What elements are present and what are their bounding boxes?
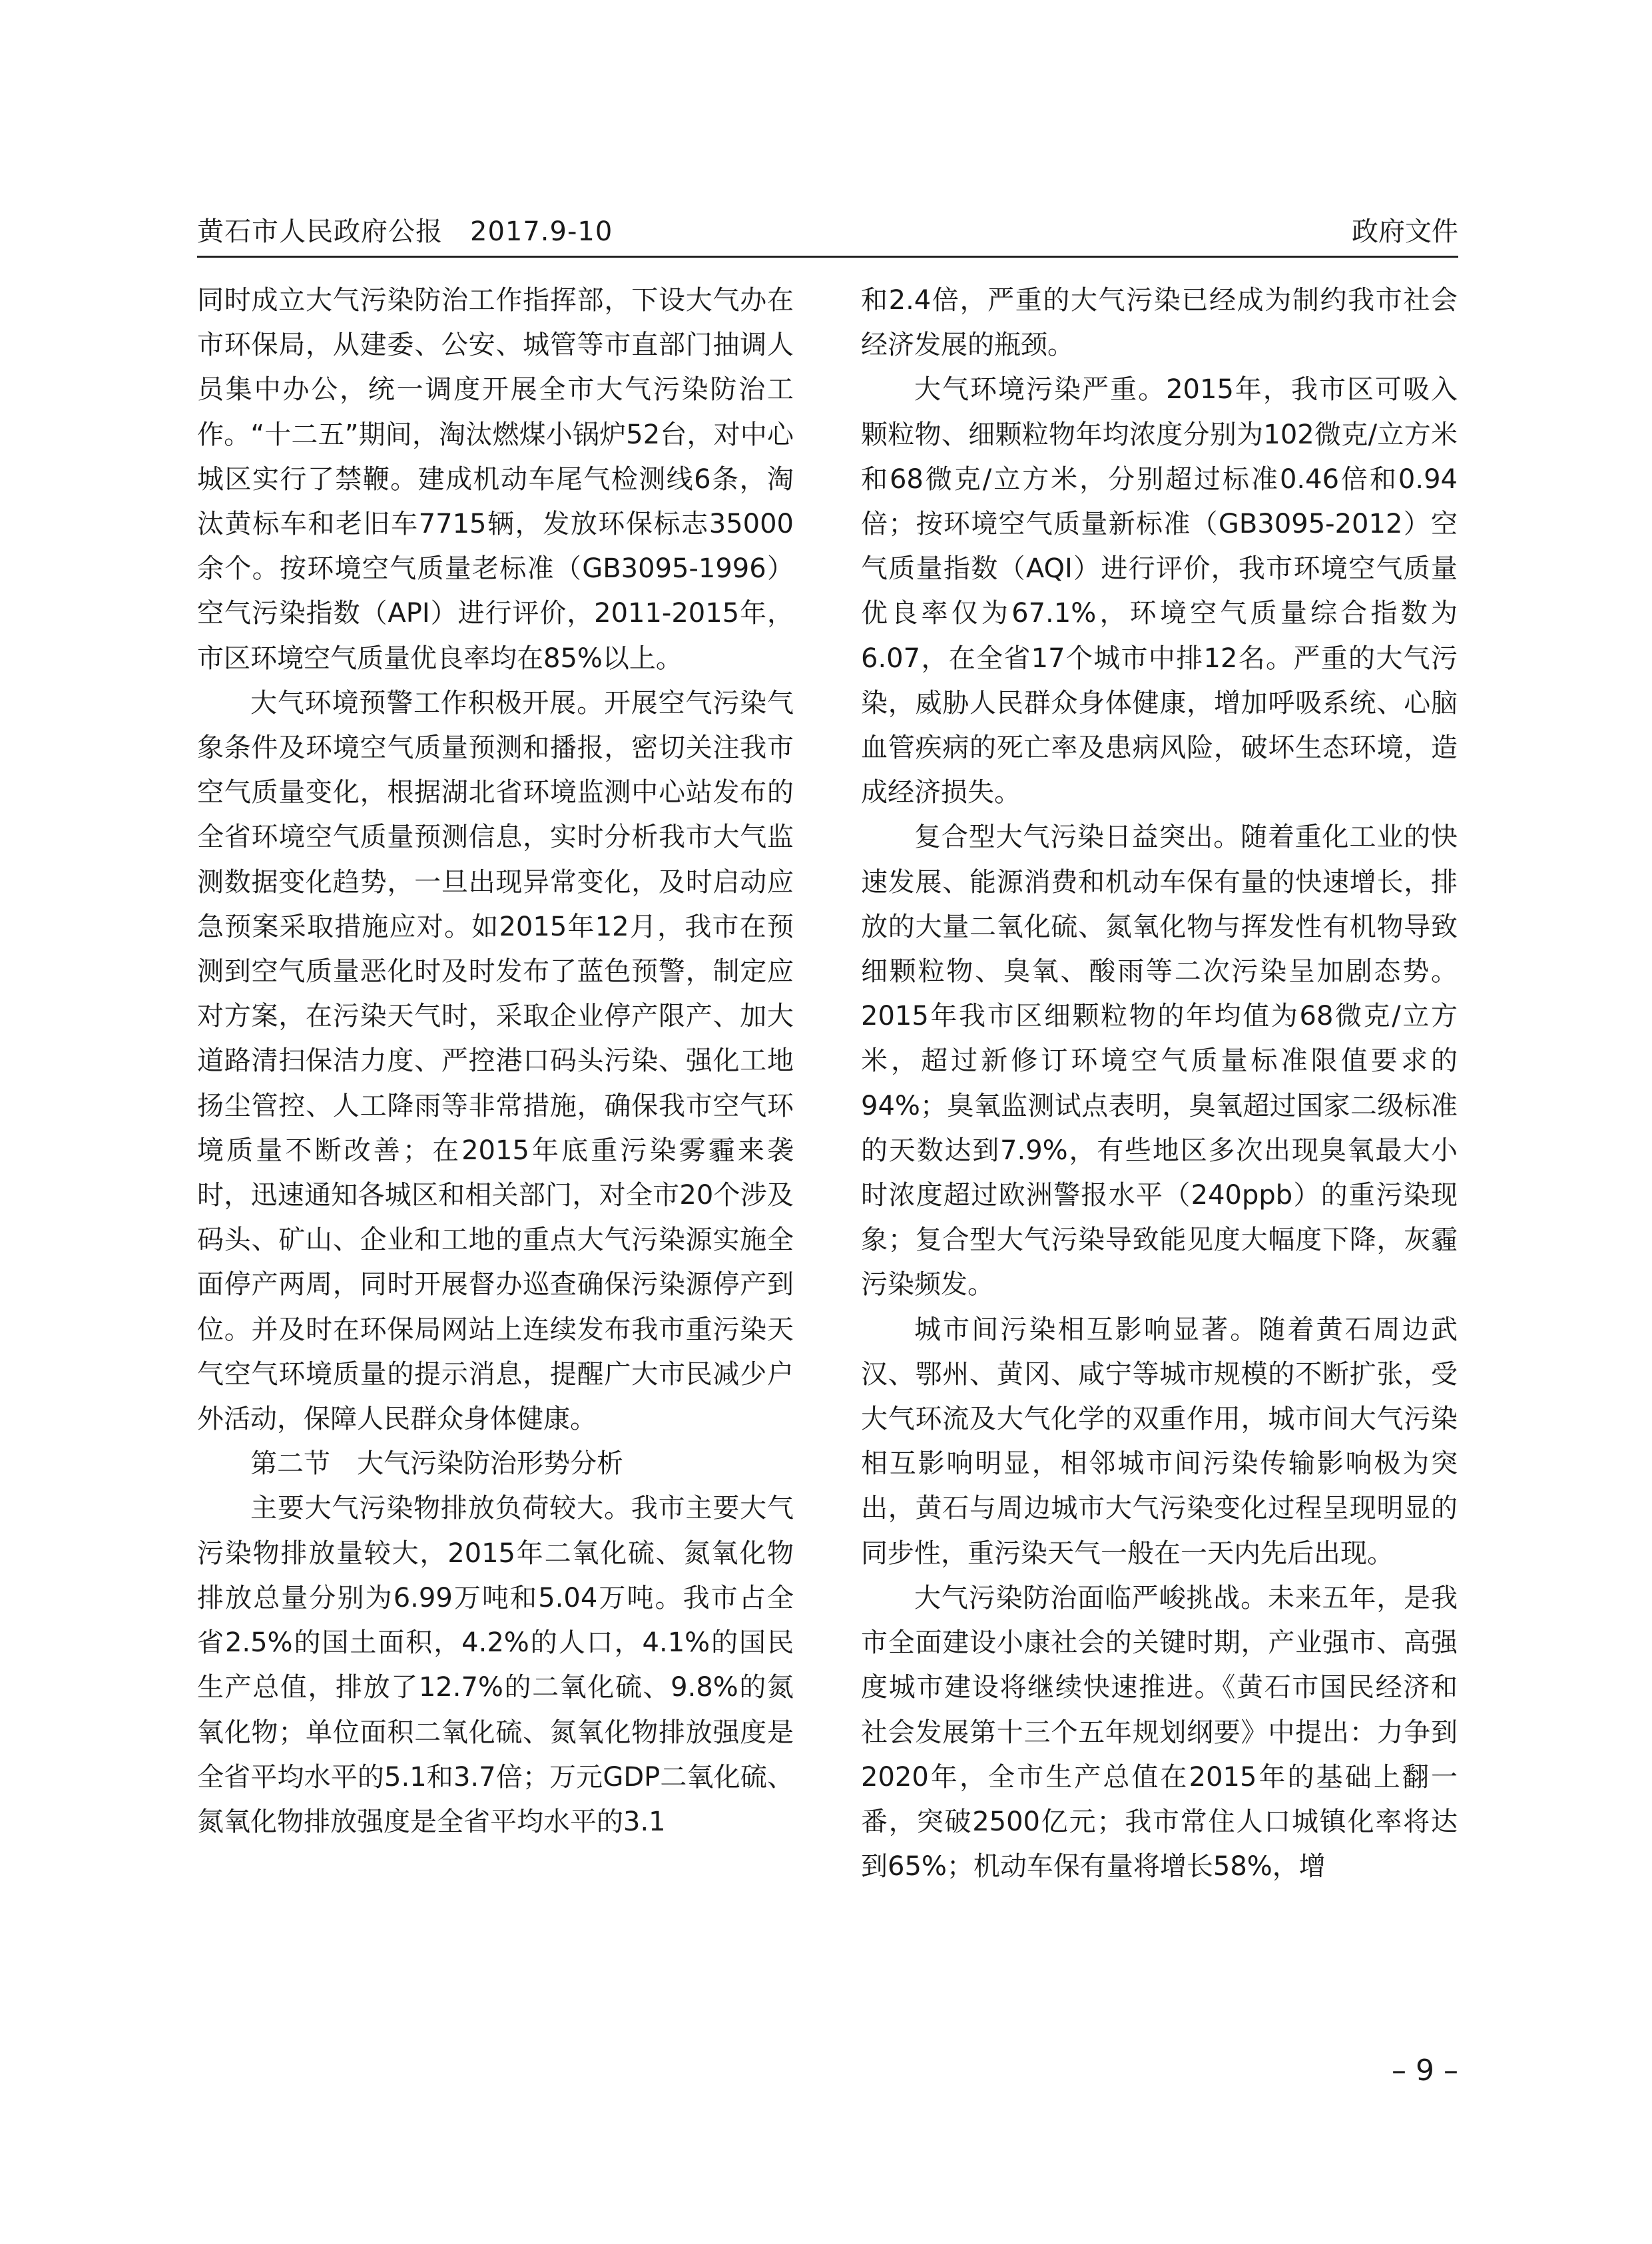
paragraph: 复合型大气污染日益突出。随着重化工业的快速发展、能源消费和机动车保有量的快速增长，排放的大量二氧化硫、氮氧化物与挥发性有机物导致细颗粒物、臭氧、酸雨等二次污染呈加剧态势。2015年我市区细颗粒物的年均值为68微克/立方米，超过新修订环境空气质量标准限值要求的94%；臭氧监测试点表明，臭氧超过国家二级标准的天数达到7.9%，有些地区多次出现臭氧最大小时浓度超过欧洲警报水平（240ppb）的重污染现象；复合型大气污染导致能见度大幅度下降，灰霾污染频发。 xyxy=(861,822,1458,1300)
paragraph: 和2.4倍，严重的大气污染已经成为制约我市社会经济发展的瓶颈。 xyxy=(861,285,1458,361)
paragraph: 大气污染防治面临严峻挑战。未来五年，是我市全面建设小康社会的关键时期，产业强市、高强度城市建设将继续快速推进。《黄石市国民经济和社会发展第十三个五年规划纲要》中提出：力争到2020年，全市生产总值在2015年的基础上翻一番，突破2500亿元；我市常住人口城镇化率将达到65%；机动车保有量将增长58%，增 xyxy=(861,1582,1458,1882)
section-label: 政府文件 xyxy=(1352,216,1458,247)
paragraph: 主要大气污染物排放负荷较大。我市主要大气污染物排放量较大，2015年二氧化硫、氮氧化物排放总量分别为6.99万吨和5.04万吨。我市占全省2.5%的国土面积，4.2%的人口，4.1%的国民生产总值，排放了12.7%的二氧化硫、9.8%的氮氧化物；单位面积二氧化硫、氮氧化物排放强度是全省平均水平的5.1和3.7倍；万元GDP二氧化硫、氮氧化物排放强度是全省平均水平的3.1 xyxy=(197,1493,794,1837)
publication-title: 黄石市人民政府公报 2017.9-10 xyxy=(197,216,613,247)
paragraph: 同时成立大气污染防治工作指挥部，下设大气办在市环保局，从建委、公安、城管等市直部门抽调人员集中办公，统一调度开展全市大气污染防治工作。“十二五”期间，淘汰燃煤小锅炉52台，对中心城区实行了禁鞭。建成机动车尾气检测线6条，淘汰黄标车和老旧车7715辆，发放环保标志35000余个。按环境空气质量老标准（GB3095-1996）空气污染指数（API）进行评价，2011-2015年，市区环境空气质量优良率均在85%以上。 xyxy=(197,285,794,674)
paragraph: 大气环境预警工作积极开展。开展空气污染气象条件及环境空气质量预测和播报，密切关注我市空气质量变化，根据湖北省环境监测中心站发布的全省环境空气质量预测信息，实时分析我市大气监测数据变化趋势，一旦出现异常变化，及时启动应急预案采取措施应对。如2015年12月，我市在预测到空气质量恶化时及时发布了蓝色预警，制定应对方案，在污染天气时，采取企业停产限产、加大道路清扫保洁力度、严控港口码头污染、强化工地扬尘管控、人工降雨等非常措施，确保我市空气环境质量不断改善；在2015年底重污染雾霾来袭时，迅速通知各城区和相关部门，对全市20个涉及码头、矿山、企业和工地的重点大气污染源实施全面停产两周，同时开展督办巡查确保污染源停产到位。并及时在环保局网站上连续发布我市重污染天气空气环境质量的提示消息，提醒广大市民减少户外活动，保障人民群众身体健康。 xyxy=(197,687,794,1435)
paragraph: 大气环境污染严重。2015年，我市区可吸入颗粒物、细颗粒物年均浓度分别为102微克/立方米和68微克/立方米，分别超过标准0.46倍和0.94倍；按环境空气质量新标准（GB3095-2012）空气质量指数（AQI）进行评价，我市环境空气质量优良率仅为67.1%，环境空气质量综合指数为6.07，在全省17个城市中排12名。严重的大气污染，威胁人民群众身体健康，增加呼吸系统、心脑血管疾病的死亡率及患病风险，破坏生态环境，造成经济损失。 xyxy=(861,374,1458,808)
left-column xyxy=(197,278,794,1990)
page-number: – 9 – xyxy=(1392,2054,1458,2088)
paragraph: 城市间污染相互影响显著。随着黄石周边武汉、鄂州、黄冈、咸宁等城市规模的不断扩张，受大气环流及大气化学的双重作用，城市间大气污染相互影响明显，相邻城市间污染传输影响极为突出，黄石与周边城市大气污染变化过程呈现明显的同步性，重污染天气一般在一天内先后出现。 xyxy=(861,1314,1458,1569)
right-column xyxy=(861,278,1458,1990)
section-heading: 第二节 大气污染防治形势分析 xyxy=(250,1448,623,1480)
page-header xyxy=(197,212,1458,256)
header-divider xyxy=(197,256,1458,258)
